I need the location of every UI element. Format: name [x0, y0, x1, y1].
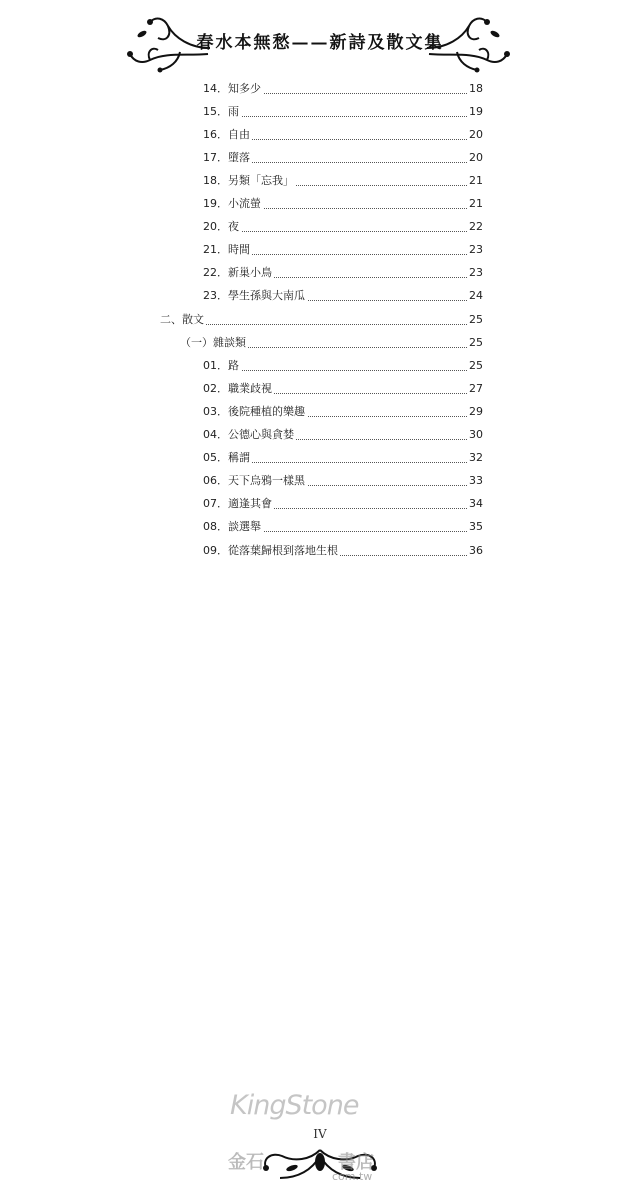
toc-entry-title: 21．時間 [203, 239, 252, 261]
toc-entry-page: 30 [467, 424, 483, 446]
toc-entry-page: 21 [467, 193, 483, 215]
toc-entry-title: （一）雜談類 [180, 332, 248, 354]
toc-entry [203, 378, 483, 400]
toc-entry-page: 25 [467, 332, 483, 354]
toc-entry-title: 23．學生孫與大南瓜 [203, 285, 307, 307]
toc-entry-title: 20．夜 [203, 216, 241, 238]
toc-entry-page: 18 [467, 78, 483, 100]
toc-entry-page: 20 [467, 124, 483, 146]
toc-entry [203, 239, 483, 261]
toc-entry-title: 09．從落葉歸根到落地生根 [203, 540, 340, 562]
toc-entry [203, 193, 483, 215]
store-name-right: 書店 [338, 1152, 374, 1173]
toc-entry-page: 25 [467, 355, 483, 377]
toc-entry-title: 17．墮落 [203, 147, 252, 169]
toc-entry-page: 29 [467, 401, 483, 423]
toc-subsection-heading [180, 332, 483, 354]
toc-section-heading [160, 309, 483, 331]
toc-entry [203, 124, 483, 146]
toc-entry [203, 78, 483, 100]
toc-entry [203, 147, 483, 169]
toc-entry [203, 285, 483, 307]
toc-entry-page: 22 [467, 216, 483, 238]
dot-leader [203, 231, 483, 232]
dot-leader [203, 116, 483, 117]
toc-entry-page: 20 [467, 147, 483, 169]
toc-entry-title: 22．新巢小鳥 [203, 262, 274, 284]
toc-entry-title: 19．小流螢 [203, 193, 263, 215]
toc-entry-page: 32 [467, 447, 483, 469]
toc-entry-page: 23 [467, 239, 483, 261]
toc-entry-page: 36 [467, 540, 483, 562]
toc-entry-page: 23 [467, 262, 483, 284]
toc-entry [203, 262, 483, 284]
kingstone-watermark: KingStone [230, 1090, 359, 1121]
toc-entry-title: 14．知多少 [203, 78, 263, 100]
toc-entry-page: 27 [467, 378, 483, 400]
toc-entry-title: 05．稱謂 [203, 447, 252, 469]
toc-entry-title: 15．雨 [203, 101, 241, 123]
page-footer [0, 550, 640, 1183]
toc-entry-title: 18．另類「忘我」 [203, 170, 296, 192]
toc-entry [203, 216, 483, 238]
dot-leader [160, 324, 483, 325]
dot-leader [203, 370, 483, 371]
toc-entry [203, 470, 483, 492]
toc-entry-title: 16．自由 [203, 124, 252, 146]
toc-entry-title: 02．職業歧視 [203, 378, 274, 400]
book-title: 春水本無愁——新詩及散文集 [196, 33, 444, 53]
store-url: com.tw [332, 1170, 373, 1183]
toc-entry [203, 401, 483, 423]
toc-entry-page: 24 [467, 285, 483, 307]
toc-entry-page: 25 [467, 309, 483, 331]
toc-entry [203, 493, 483, 515]
toc-entry [203, 424, 483, 446]
toc-entry-title: 07．適逢其會 [203, 493, 274, 515]
toc-entry [203, 355, 483, 377]
store-name-left: 金石 [228, 1152, 264, 1173]
toc-entry-title: 04．公德心與貪婪 [203, 424, 296, 446]
toc-entry-page: 21 [467, 170, 483, 192]
toc-entry [203, 447, 483, 469]
toc-entry-page: 34 [467, 493, 483, 515]
toc-entry-page: 19 [467, 101, 483, 123]
toc-entry-title: 06．天下烏鴉一樣黑 [203, 470, 307, 492]
toc-entry [203, 516, 483, 538]
toc-entry [203, 170, 483, 192]
toc-entry-title: 二、散文 [160, 309, 206, 331]
toc-entry [203, 101, 483, 123]
toc-entry-page: 33 [467, 470, 483, 492]
toc-entry-title: 08．談選舉 [203, 516, 263, 538]
toc-entry-page: 35 [467, 516, 483, 538]
toc-entry-title: 03．後院種植的樂趣 [203, 401, 307, 423]
toc-entry-title: 01．路 [203, 355, 241, 377]
page-number: IV [313, 1127, 327, 1141]
